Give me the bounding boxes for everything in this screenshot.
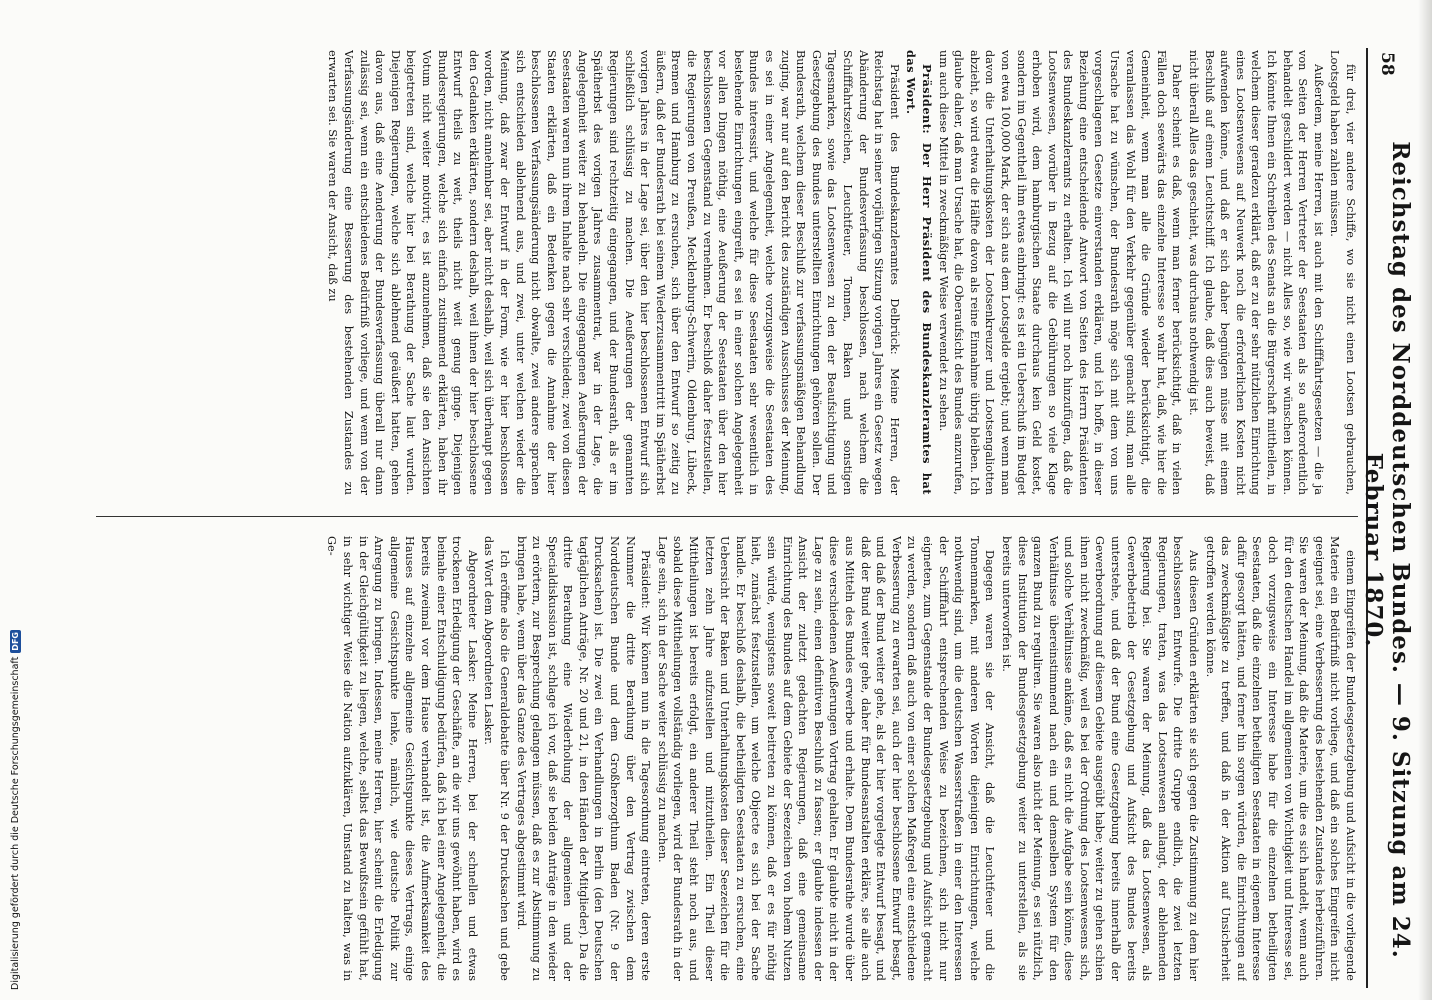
paragraph: Daher scheint es daß, wenn man ferner berücksichtigt, daß in vielen Fällen doch seewärts das einzelne Interesse so wahr hat, daß, wie hier die Gemeinheit, wenn man alle die Gründe wieder berücksichtigt, die veranlassen das Wohl für den Verkehr gegenüber gemacht sind, man alle Ursache hat zu wünschen, der Bundesrath möge sich mit dem von uns vorgeschlagenen Gesetze einverstanden erklären, und ich hoffe, in dieser Beziehung eine entscheidende Antwort von Seiten des Herrn Präsidenten des Bundeskanzleramts zu erhalten. Ich will nur noch hinzufügen, daß die Lootsenwesen, worüber in Bezug auf die Gebührungen so viele Klage erhoben wird, dem hamburgischen Staate durchaus kein Geld kostet, sondern im Gegentheil ihm etwas einbringt: es ist ein Ueberschuß im Budget von etwa 100,000 Mark, der sich aus dem Lootsgelde ergiebt; und wenn man davon die Unterhaltungskosten der Lootsenkreuzer und Lootsengaliotten abzieht, so wird etwa die Hälfte davon als reine Einnahme übrig bleiben. Ich glaube daher, daß man Ursache hat, die Oberaufsicht des Bundes anzurufen, um auch diese Mittel in zweckmäßiger Weise verwendet zu sehen. (936, 50, 1184, 495)
scan-edge-shadow (1418, 0, 1432, 1000)
page-title: Reichstag des Norddeutschen Bundes. — 9. Sitzung am 24. Februar 1870. (1360, 141, 1414, 959)
page-number: 58 (1377, 52, 1397, 76)
digitization-credit (10, 630, 21, 990)
rotated-newspaper-page (86, 48, 1414, 988)
paragraph: für drei, vier andere Schiffe, wo sie nicht einen Lootsen gebrauchen, Lootsgeld haben zahlen müssen. (1328, 50, 1357, 495)
paragraph: Präsident: Wir können nun in die Tagesordnung eintreten, deren erste Nummer die dritte Berathung über den Vertrag zwischen dem Norddeutschen Bunde und dem Großherzogthum Baden (Nr. 9 der Drucksachen) ist. Die zwei ein Verhandlungen in Berlin (den Deutschen tagtäglichen Anträge, Nr. 20 und 21, in den Händen der Mitglieder). Da die dritte Berathung eine Wiederholung der allgemeinen und der Specialdiskussion ist, schlage ich vor, daß sie beiden Anträge in den wieder zu erörtern, zur Besprechung gelangen müssen, daß es zur Abstimmung zu bringen habe, wenn über das Ganze des Vertrages abgestimmt wird. (514, 536, 653, 981)
right-text-column (98, 536, 1358, 981)
paragraph: Ich eröffne also die Generaldebatte über Nr. 9 der Drucksachen und gebe das Wort dem Abgeordneten Lasker. (482, 536, 511, 981)
dfg-logo-icon: DFG (11, 632, 20, 651)
credit-text: Digitalisierung gefördert durch die Deutsche Forschungsgemeinschaft (10, 656, 21, 990)
paragraph: Präsident des Bundeskanzleramtes Delbrück: Meine Herren, der Reichstag hat in seiner vorjährigen Sitzung vorigen Jahres ein Gesetz wegen Abänderung der Bundesverfassung beschlossen, nach welchem die Schifffahrtszeichen, Leuchtfeuer, Tonnen, Baken und sonstigen Tagesmarken, sowie das Lootsenwesen zu den der Beaufsichtigung und Gesetzgebung des Bundes unterstellten Einrichtungen gehören sollen. Der Bundesrath, welchem dieser Beschluß zur verfassungsmäßigen Behandlung zuging, war nur auf den Bericht des zuständigen Ausschusses der Meinung, es sei in einer Angelegenheit, welche vorzugsweise die Seestaaten des Bundes interessirt, und welche für diese Seestaaten sehr wesentlich in bestehende Einrichtungen eingreift, es sei in einer solchen Angelegenheit vor allen Dingen nöthig, eine Aeußerung der Seestaaten über den hier beschlossenen Gegenstand zu vernehmen. Er beschloß daher festzustellen, die Regierungen von Preußen, Mecklenburg-Schwerin, Oldenburg, Lübeck, Bremen und Hamburg zu ersuchen, sich über den Entwurf so zeitig zu äußern, daß der Bundesrath bei seinem Wiederzusammentritt im Spätherbst vorigen Jahres in der Lage sei, über den hier beschlossenen Entwurf sich schließlich schlüssig zu machen. Die Aeußerungen der genannten Regierungen sind rechtzeitig eingegangen, und der Bundesrath, als er im Spätherbst des vorigen Jahres zusammentrat, war in der Lage, die Angelegenheit weiter zu behandeln. Die eingegangenen Aeußerungen der Seestaaten waren nun ihrem Inhalte nach sehr verschieden; zwei von diesen Staaten erklärten, daß ein Bedenken gegen die Annahme der hier beschlossenen Verfassungsänderung nicht obwalte, zwei andere sprachen sich entschieden ablehnend aus, und zwei, unter welchen wieder die Meinung, daß zwar der Entwurf in der Form, wie er hier beschlossen worden, nicht annehmbar sei, aber nicht deshalb, weil sich überhaupt gegen den Gedanken erklärten, sondern deshalb, weil ihnen der hier beschlossene Entwurf theils zu weit, theils nicht weit genug ginge. Diejenigen Bundesregierungen, welche sich einfach zustimmend erklärten, haben ihr Votum nicht weiter motivirt; es ist anzunehmen, daß sie den Ansichten beigetreten sind, welche hier bei Berathung der Sache laut wurden. Diejenigen Regierungen, welche sich ablehnend geäußert hatten, gehen davon aus, daß eine Aenderung der Bundesverfassung überall nur dann zulässig sei, wenn ein entschiedenes Bedürfniß vorliege, und wenn von der Verfassungsänderung eine Besserung des bestehenden Zustandes zu erwarten sei. Sie waren der Ansicht, daß zu (326, 50, 901, 495)
paragraph: Außerdem, meine Herren, ist auch mit den Schifffahrtsgesetzen — die ja von Seiten der Herren Vertreter der Seestaaten als so außerordentlich behandelt geschildert werden — nicht Alles so, wie wir wünschen können. Ich könnte Ihnen ein Schreiben des Senats an die Bürgerschaft mittheilen, in welchem dieser geradezu erklärt, daß er zu der sehr nützlichen Einrichtung eines Lootsenwesens auf Neuwerk noch die erforderlichen Kosten nicht aufwenden könne, und daß er sich daher begnügen müsse mit einem Beschluß auf einem Leuchtschiff. Ich glaube, daß dies auch beweist, daß nicht überall Alles das geschieht, was durchaus nothwendig ist. (1187, 50, 1325, 495)
paragraph: Abgeordneter Lasker: Meine Herren, bei der schnellen und etwas trockenen Erledigung der Geschäfte, an die wir uns gewöhnt haben, wird es beinahe einer Entschuldigung bedürfen, daß ich bei einer Angelegenheit, die bereits zweimal vor dem Hause verhandelt ist, die Aufmerksamkeit des Hauses auf einzelne allgemeine Gesichtspunkte dieses Vertrags, einige allgemeine Gesichtspunkte lenke, nämlich, wie deutsche Politik zur Anregung zu bringen. Indessen, meine Herren, hier scheint die Erledigung in der Gleichgültigkeit zu liegen, welche, selbst das Bewußtsein gefühlt hat, in sehr wichtiger Weise die Nation aufzuklären, Umstand zu halten, was in Ge- (325, 536, 479, 981)
paragraph: einem Eingreifen der Bundesgesetzgebung und Aufsicht in die vorliegende Materie ein Bedürfniß nicht vorliege, und daß ein solches Eingreifen nicht geeignet sei, eine Verbesserung des bestehenden Zustandes herbeizuführen. Sie waren der Meinung, daß die Materie, um die es sich handelt, wenn auch für den deutschen Handel im allgemeinen von Wichtigkeit und Interesse sei, doch vorzugsweise ein Interesse habe für die einzelnen betheiligten Seestaaten, daß die einzelnen betheiligten Seestaaten in eigenem Interesse dafür gesorgt hätten, und ferner hin sorgen würden, die Einrichtungen auf das zweckmäßigste zu treffen, und daß in der Aktion auf Unsicherheit getroffen werden könne. (1203, 536, 1357, 981)
paragraph: Dagegen waren sie der Ansicht, daß die Leuchtfeuer und die Tonnenmarken, mit anderen Worten diejenigen Einrichtungen, welche nothwendig sind, um die deutschen Wasserstraßen in einer den Interessen der Schifffahrt entsprechenden Weise zu bezeichnen, sich nicht nur eigneten, zum Gegenstande der Bundesgesetzgebung und Aufsicht gemacht zu werden, sondern daß auch von einer solchen Maßregel eine entschiedene Verbesserung zu erwarten sei, auch der hier beschlossene Entwurf besagt, und daß der Bund weiter gehe, als der hier vorgelegte Entwurf besagt, und daß der Bund weiter gehe, daher für Bundesanstalten erkläre, sie alle auch aus Mitteln des Bundes erwerbe und erhalte. Dem Bundesrathe wurde über diese verschiedenen Aeußerungen Vortrag gehalten. Er glaubte nicht in der Lage zu sein, einen definitiven Beschluß zu fassen; er glaubte indessen der Ansicht der zuletzt gedachten Regierungen, daß eine gemeinsame Einrichtung des Bundes auf dem Gebiete der Seezeichen von hohem Nutzen sein würde, wenigstens soweit beitreten zu können, daß er es für nöthig hielt, zunächst festzustellen, um welche Objecte es sich bei der Sache handle. Er beschloß deshalb, die betheiligten Seestaaten zu ersuchen, eine Uebersicht der Baken und Unterhaltungskosten dieser Seezeichen für die letzten zehn Jahre aufzustellen und mitzutheilen. Ein Theil dieser Mittheilungen ist bereits erfolgt, ein anderer Theil steht noch aus, und sobald diese Mittheilungen vollständig vorliegen, wird der Bundesrath in der Lage sein, sich in der Sache weiter schlüssig zu machen. (655, 536, 997, 981)
left-text-column (98, 50, 1358, 495)
column-divider (96, 516, 1358, 517)
paragraph: Aus diesen Gründen erklärten sie sich gegen die Zustimmung zu dem hier beschlossenen Entwurfe. Die dritte Gruppe endlich, die zwei letzten Regierungen, traten, was das Lootsenwesen anlangt, der ablehnenden Regierung bei. Sie waren der Meinung, daß das Lootsenwesen, als Gewerbebetrieb der Gesetzgebung und Aufsicht des Bundes bereits unterstehe, und daß der Bund eine Gesetzgebung bereits innerhalb der Gewerbeordnung auf diesem Gebiete ausgeübt habe; weiter zu gehen schien ihnen nicht zweckmäßig, weil es bei der Ordnung des Lootsenwesens sich, und solche Verhältnisse ankäme, daß es nicht die Aufgabe sein könne, diese Verhältnisse übereinstimmend nach ein und demselben System für den ganzen Bund zu reguliren. Sie waren also nicht der Meinung, es sei nützlich, diese Institution der Bundesgesetzgebung weiter zu unterstellen, als sie bereits unterworfen ist. (999, 536, 1201, 981)
page-header (1360, 48, 1414, 988)
speaker-line: Präsident: Der Herr Präsident des Bundeskanzleramtes hat das Wort. (904, 50, 934, 495)
